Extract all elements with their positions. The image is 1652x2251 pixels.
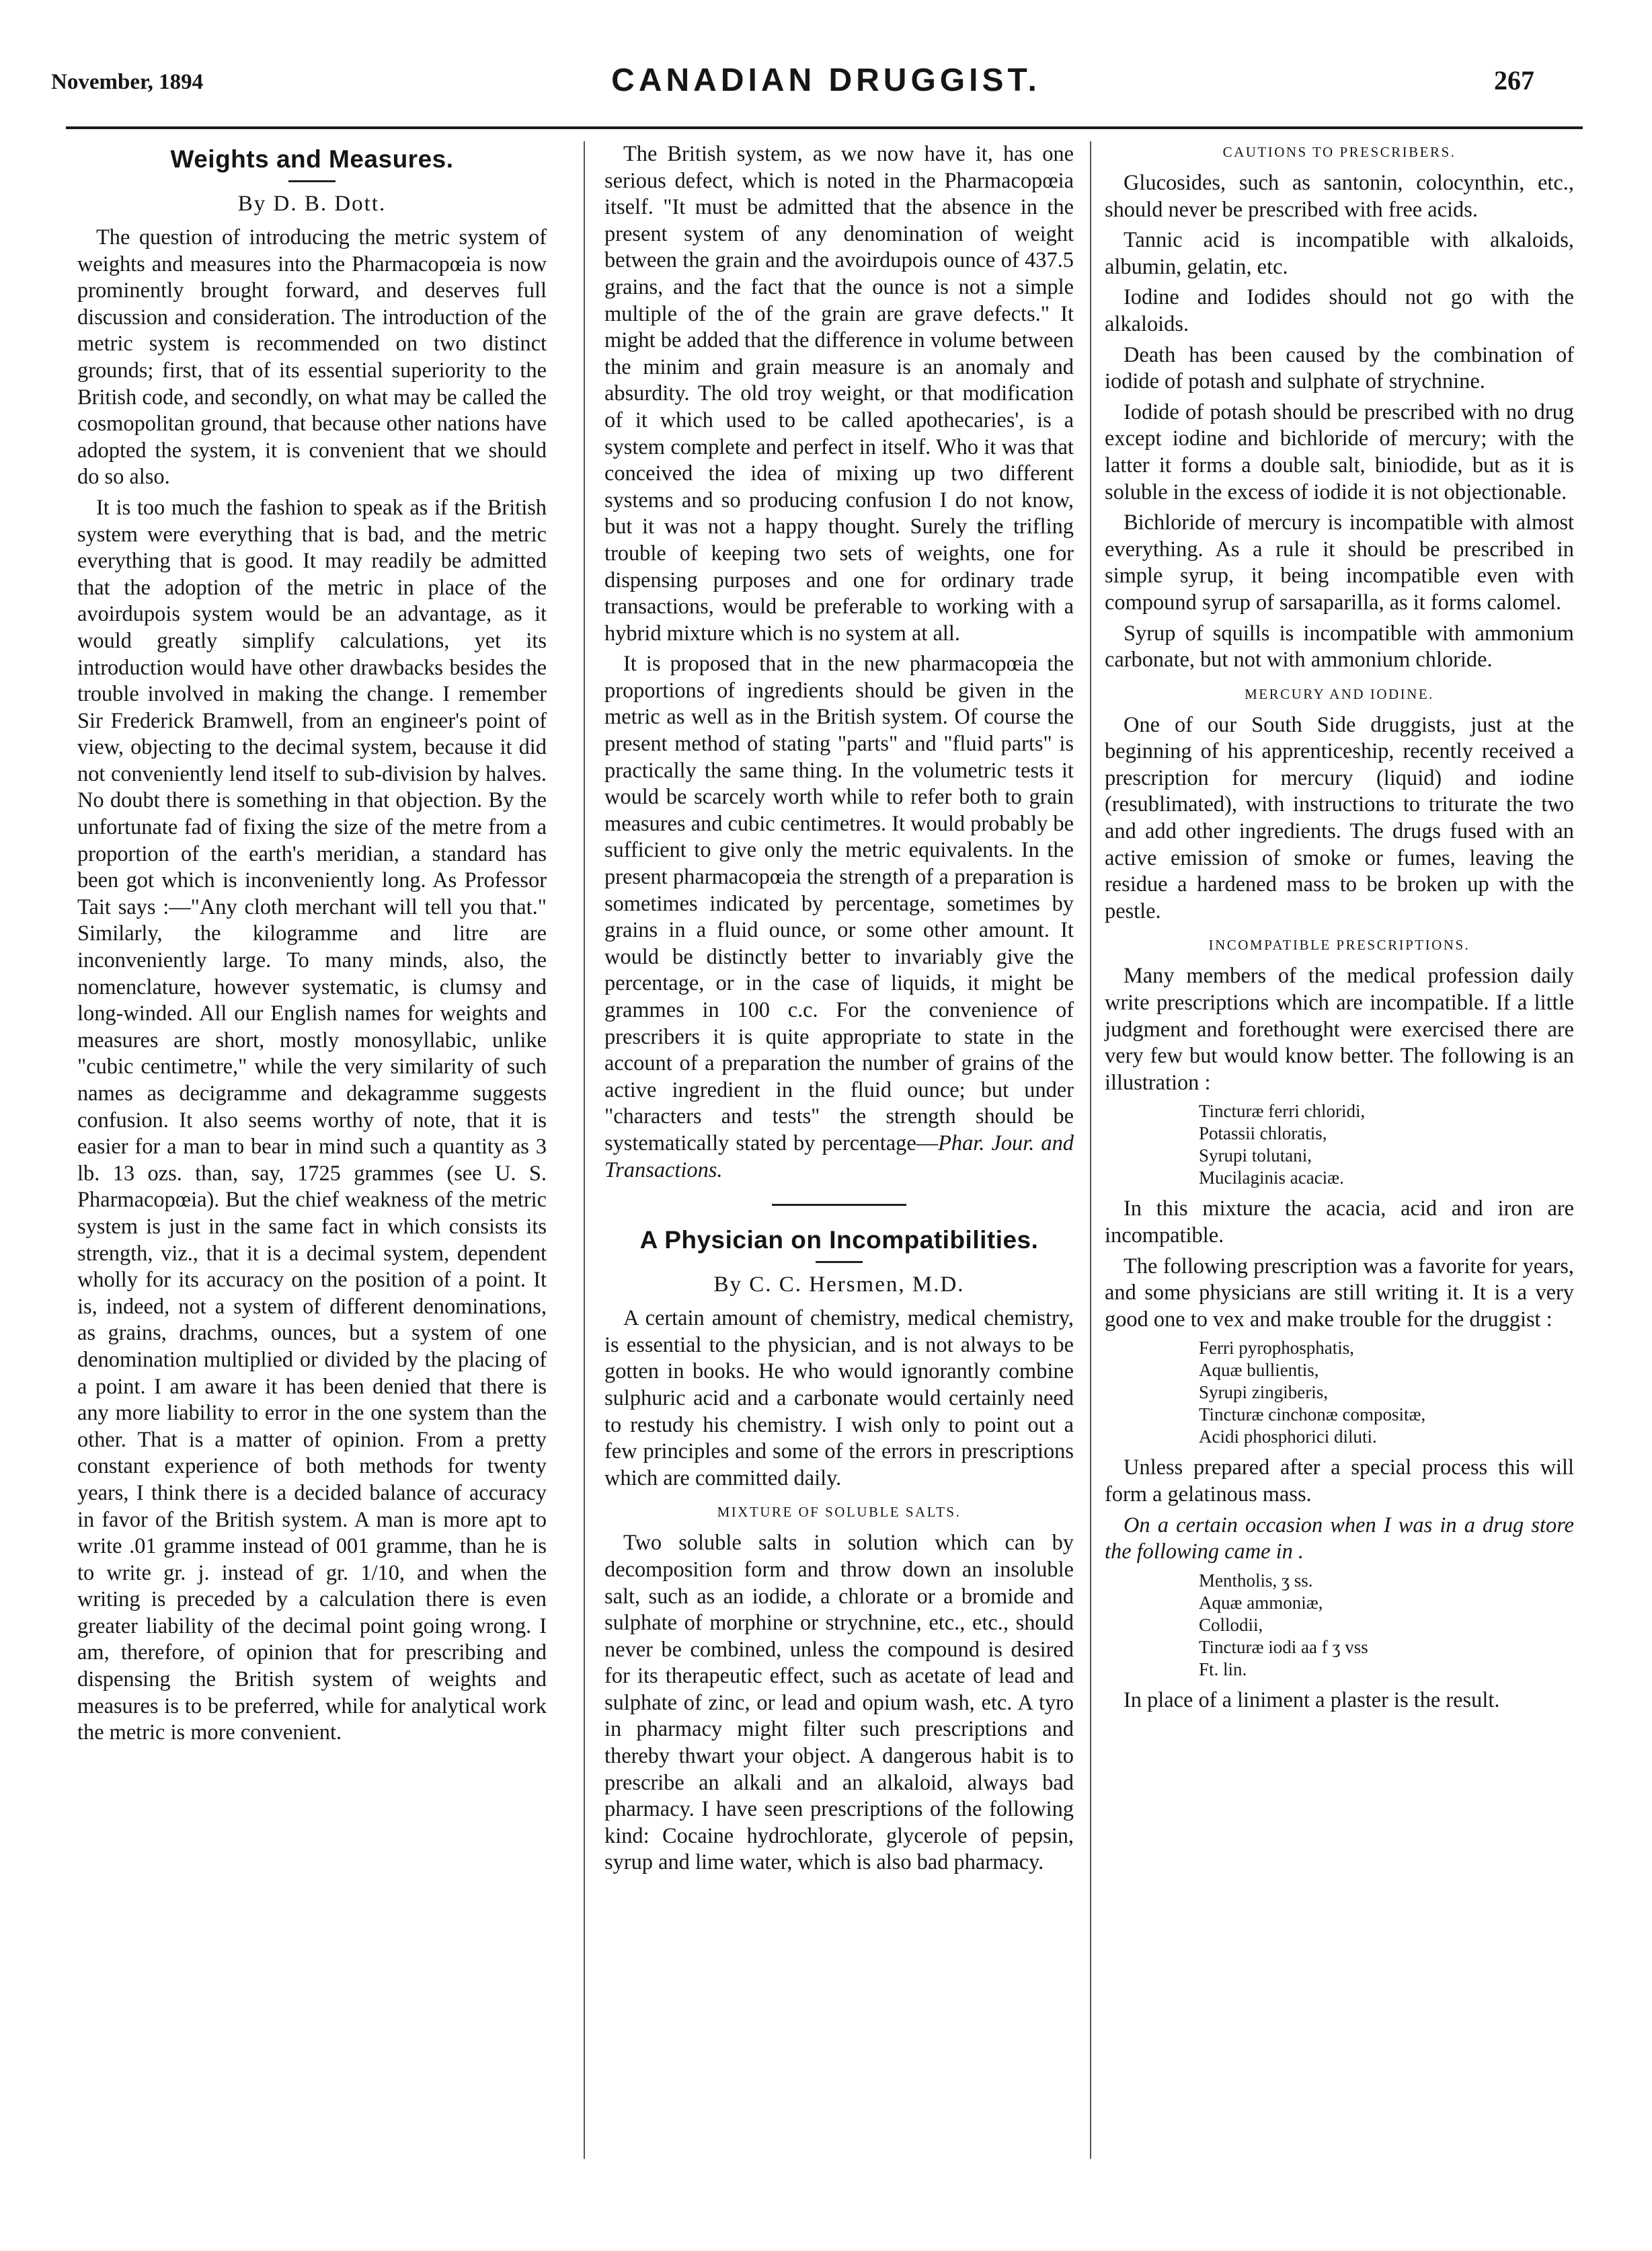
section-rule: [772, 1204, 906, 1206]
prescription-line: Potassii chloratis,: [1199, 1123, 1327, 1144]
column-divider: [584, 141, 585, 2159]
paragraph: Death has been caused by the combination of iodide of potash and sulphate of strychnine.: [1105, 342, 1574, 394]
header-rule: [66, 126, 1583, 129]
journal-title: CANADIAN DRUGGIST.: [611, 63, 1041, 98]
article-byline: By C. C. Hersmen, M.D.: [713, 1272, 965, 1297]
paragraph: One of our South Side druggists, just at the beginning of his apprenticeship, recently received a prescription for mercury (liquid) and iodine (resublimated), with instructions to triturate the two and add other ingredients. The drugs fused with an active emission of smoke or fumes, leaving the residue a hardened mass to be broken up with the pestle.: [1105, 712, 1574, 923]
prescription: [1199, 1570, 1574, 1681]
prescription-line: Mentholis, ʒ ss.: [1199, 1570, 1313, 1591]
prescription-line: Tincturæ ferri chloridi,: [1199, 1101, 1366, 1122]
page-number: 267: [1494, 65, 1534, 96]
prescription: [1199, 1337, 1574, 1448]
article-title: A Physician on Incompatibilities.: [639, 1226, 1039, 1254]
issue-date: November, 1894: [51, 70, 204, 94]
paragraph: The question of introducing the metric system of weights and measures into the Pharmacopœia is now prominently brought forward, and deserves full discussion and consideration. The introduction of the metric system is recommended on two distinct grounds; first, that of its essential superiority to the British code, and secondly, on what may be called the cosmopolitan ground, that because other nations have adopted the system, it is convenient that we should do so also.: [77, 225, 547, 490]
article-byline: By D. B. Dott.: [237, 192, 387, 216]
title-rule: [288, 180, 336, 182]
subheading: CAUTIONS TO PRESCRIBERS.: [1222, 144, 1456, 160]
column-2: [604, 141, 1074, 1880]
paragraph: In this mixture the acacia, acid and iron are incompatible.: [1105, 1196, 1574, 1248]
title-rule: [816, 1261, 863, 1263]
subheading: MERCURY AND IODINE.: [1245, 685, 1434, 702]
prescription-line: Collodii,: [1199, 1614, 1263, 1635]
paragraph-text: It is proposed that in the new pharmacopœia the proportions of ingredients should be given in the metric as well as in the British system. Of course the present method of stating "parts" and "fluid parts" is practically the same thing. In the volumetric tests it would be scarcely worth while to refer both to grain measures and cubic centimetres. It would probably be sufficient to give only the metric equivalents. In the present pharmacopœia the strength of a preparation is sometimes indicated by percentage, sometimes by grains in a fluid ounce, or some other amount. It would be distinctly better to invariably give the percentage, or in the case of liquids, it might be grammes in 100 c.c. For the convenience of prescribers it is quite appropriate to state in the account of a preparation the number of grains of the active ingredient in the fluid ounce; but under "characters and tests" the strength should be systematically stated by percentage—: [604, 652, 1074, 1155]
paragraph: The following prescription was a favorite for years, and some physicians are still writing it. It is a very good one to vex and make trouble for the druggist :: [1105, 1254, 1574, 1332]
subheading: MIXTURE OF SOLUBLE SALTS.: [717, 1504, 961, 1521]
prescription-line: Aquæ bullientis,: [1199, 1360, 1319, 1381]
paragraph: A certain amount of chemistry, medical chemistry, is essential to the physician, and is not always to be gotten in books. He who would ignorantly combine sulphuric acid and a carbonate would certainly need to restudy his chemistry. I wish only to point out a few principles and some of the errors in prescriptions which are committed daily.: [604, 1306, 1074, 1490]
paragraph: Glucosides, such as santonin, colocynthin, etc., should never be prescribed with free acids.: [1105, 171, 1574, 222]
article-title: Weights and Measures.: [170, 145, 454, 173]
paragraph: Iodide of potash should be prescribed with no drug except iodine and bichloride of mercury; with the latter it forms a double salt, biniodide, but as it is soluble in the excess of iodide it is not objectionable.: [1105, 399, 1574, 504]
prescription-line: Acidi phosphorici diluti.: [1199, 1426, 1377, 1447]
paragraph: Two soluble salts in solution which can by decomposition form and throw down an insoluble salt, such as an iodide, a chlorate or a bromide and sulphate of morphine or strychnine, etc., etc., should never be combined, unless the compound is desired for its therapeutic effect, such as acetate of lead and sulphate of zinc, or lead and opium wash, etc. A tyro in pharmacy might filter such prescriptions and thereby thwart your object. A dangerous habit is to prescribe an alkali and an alkaloid, always bad pharmacy. I have seen prescriptions of the following kind: Cocaine hydrochlorate, glycerole of pepsin, syrup and lime water, which is also bad pharmacy.: [604, 1531, 1074, 1875]
column-3: [1105, 141, 1574, 1718]
paragraph: [604, 651, 1074, 1184]
paragraph: Unless prepared after a special process this will form a gelatinous mass.: [1105, 1455, 1574, 1506]
prescription-line: Mucilaginis acaciæ.: [1199, 1168, 1344, 1188]
column-1: [77, 141, 547, 1751]
subheading: INCOMPATIBLE PRESCRIPTIONS.: [1208, 937, 1470, 954]
prescription-line: Syrupi zingiberis,: [1199, 1382, 1328, 1403]
paragraph: It is too much the fashion to speak as if the British system were everything that is bad, and the metric everything that is good. It may readily be admitted that the adoption of the metric in place of the avoirdupois system would be an advantage, as it would greatly simplify calculations, yet its introduction would have other drawbacks besides the trouble involved in making the change. I remember Sir Frederick Bramwell, from an engineer's point of view, objecting to the decimal system, because it did not conveniently lend itself to sub-division by halves. No doubt there is something in that objection. By the unfortunate fad of fixing the size of the metre from a proportion of the earth's meridian, a standard has been got which is inconveniently long. As Professor Tait says :—"Any cloth merchant will tell you that." Similarly, the kilogramme and litre are inconveniently large. To many minds, also, the nomenclature, however systematic, is clumsy and long-winded. All our English names for weights and measures are short, mostly monosyllabic, unlike "cubic centimetre," while the very similarity of such names as decigramme and dekagramme suggests confusion. It also seems worthy of note, that it is easier for a man to bear in mind such a quantity as 3 lb. 13 ozs. than, say, 1725 grammes (see U. S. Pharmacopœia). But the chief weakness of the metric system is just in the same fact in which consists its strength, viz., that it is a decimal system, dependent wholly for its accuracy on the position of a point. It is, indeed, not a system of different denominations, as grains, drachms, ounces, but a system of one denomination multiplied or divided by the placing of a point. I am aware it has been denied that there is any more liability to error in the one system than the other. That is a matter of opinion. From a pretty constant experience of both methods for twenty years, I think there is a decided balance of accuracy in favor of the British system. A man is more apt to write .01 gramme instead of 001 gramme, than he is to write gr. j. instead of gr. 1/10, and when the writing is preceded by a calculation there is even greater liability of the decimal point going wrong. I am, therefore, of opinion that for prescribing and dispensing the British system of weights and measures is to be preferred, while for analytical work the metric is more convenient.: [77, 495, 547, 1745]
column-divider: [1090, 141, 1091, 2159]
page-header: [0, 0, 1652, 135]
prescription-line: Ft. lin.: [1199, 1658, 1247, 1679]
paragraph: In place of a liniment a plaster is the result.: [1124, 1687, 1500, 1712]
paragraph: Many members of the medical profession daily write prescriptions which are incompatible. If a little judgment and forethought were exercised there are very few but would know better. The following is an illustration :: [1105, 964, 1574, 1095]
article-source: Phar. Jour. and Transactions.: [604, 1131, 1074, 1182]
paragraph: Syrup of squills is incompatible with ammonium carbonate, but not with ammonium chloride.: [1105, 621, 1574, 673]
prescription-line: Tincturæ cinchonæ compositæ,: [1199, 1404, 1426, 1425]
paragraph: Bichloride of mercury is incompatible with almost everything. As a rule it should be prescribed in simple syrup, it being incompatible even with compound syrup of sarsaparilla, as it forms calomel.: [1105, 510, 1574, 615]
prescription-line: Ferri pyrophosphatis,: [1199, 1338, 1354, 1359]
prescription-line: Tincturæ iodi aa f ʒ vss: [1199, 1636, 1368, 1657]
paragraph: Tannic acid is incompatible with alkaloids, albumin, gelatin, etc.: [1105, 228, 1574, 279]
prescription-line: Aquæ ammoniæ,: [1199, 1592, 1323, 1613]
paragraph: Iodine and Iodides should not go with the alkaloids.: [1105, 285, 1574, 336]
paragraph: The British system, as we now have it, has one serious defect, which is noted in the Pharmacopœia itself. "It must be admitted that the absence in the present system of any denomination of weight between the grain and the avoirdupois ounce of 437.5 grains, and the fact that the ounce is not a simple multiple of the of the grain are grave defects." It might be added that the difference in volume between the minim and grain measure is an anomaly and absurdity. The old troy weight, or that modification of it which used to be called apothecaries', is a system complete and perfect in itself. Who it was that conceived the idea of mixing up two different systems and so producing confusion I do not know, but it was not a happy thought. Surely the trifling trouble of keeping two sets of weights, one for dispensing purposes and one for ordinary trade transactions, would be preferable to working with a hybrid mixture which is no system at all.: [604, 142, 1074, 646]
prescription-line: Syrupi tolutani,: [1199, 1145, 1312, 1166]
paragraph: On a certain occasion when I was in a drug store the following came in .: [1105, 1513, 1574, 1564]
prescription: [1199, 1100, 1574, 1189]
